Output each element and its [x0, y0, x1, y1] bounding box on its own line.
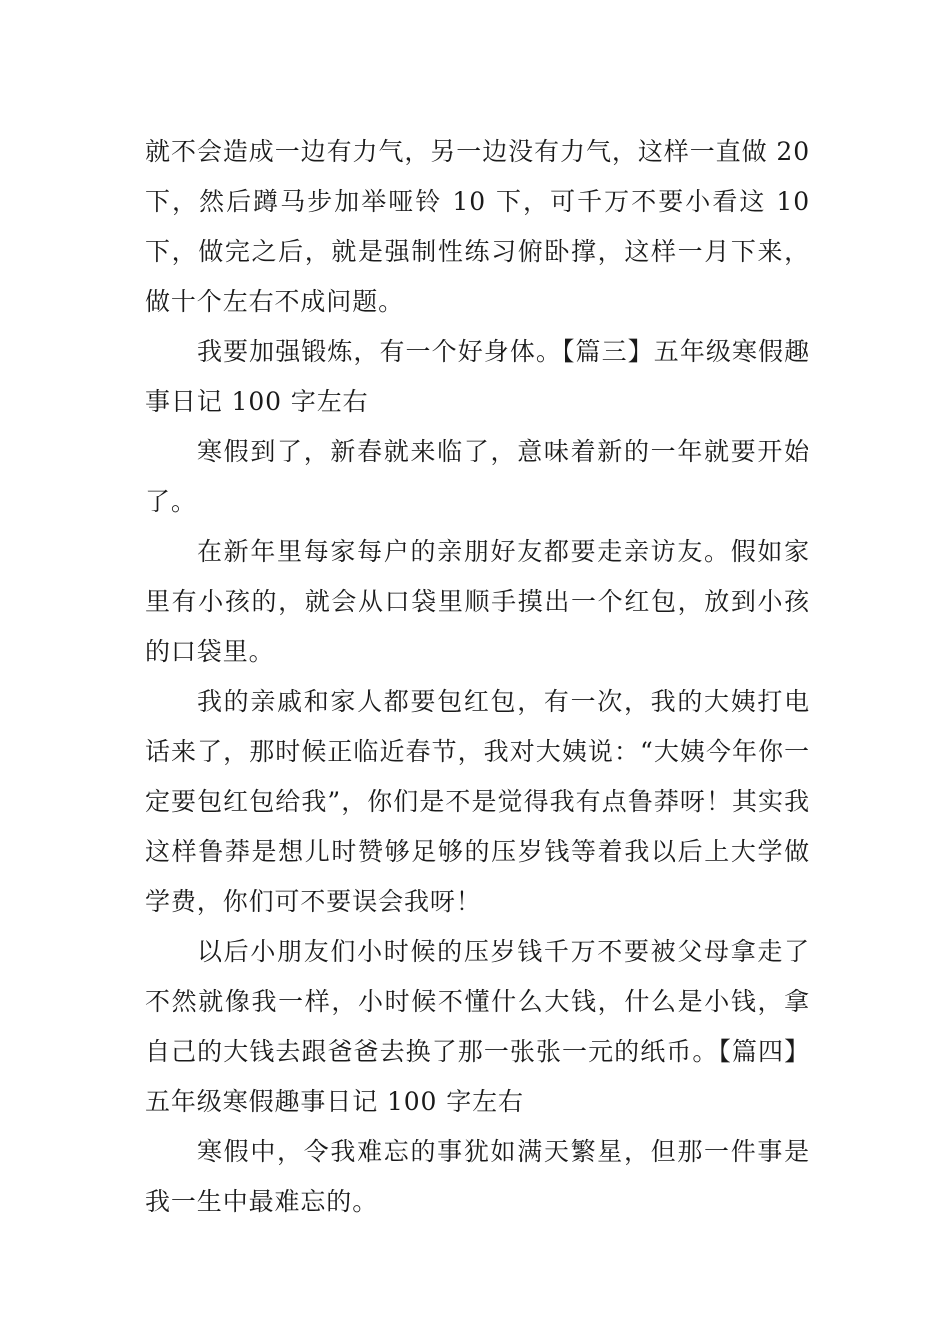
paragraph: 寒假到了，新春就来临了，意味着新的一年就要开始了。: [145, 437, 810, 516]
paragraph: 就不会造成一边有力气，另一边没有力气，这样一直做 20 下，然后蹲马步加举哑铃 10 下，可千万不要小看这 10 下，做完之后，就是强制性练习俯卧撑，这样一月下来，做十个左右不成问题。: [145, 137, 810, 316]
body-text: [145, 127, 810, 1227]
paragraph: 我要加强锻炼，有一个好身体。【篇三】五年级寒假趣事日记 100 字左右: [145, 337, 810, 416]
paragraph: 寒假中，令我难忘的事犹如满天繁星，但那一件事是我一生中最难忘的。: [145, 1137, 810, 1216]
paragraph: 以后小朋友们小时候的压岁钱千万不要被父母拿走了不然就像我一样，小时候不懂什么大钱，什么是小钱，拿自己的大钱去跟爸爸去换了那一张张一元的纸币。【篇四】五年级寒假趣事日记 100 字左右: [145, 937, 810, 1116]
paragraph: 在新年里每家每户的亲朋好友都要走亲访友。假如家里有小孩的，就会从口袋里顺手摸出一个红包，放到小孩的口袋里。: [145, 537, 810, 666]
paragraph: 我的亲戚和家人都要包红包，有一次，我的大姨打电话来了，那时候正临近春节，我对大姨说：“大姨今年你一定要包红包给我”，你们是不是觉得我有点鲁莽呀！其实我这样鲁莽是想儿时赞够足够的压岁钱等着我以后上大学做学费，你们可不要误会我呀！: [145, 687, 810, 916]
